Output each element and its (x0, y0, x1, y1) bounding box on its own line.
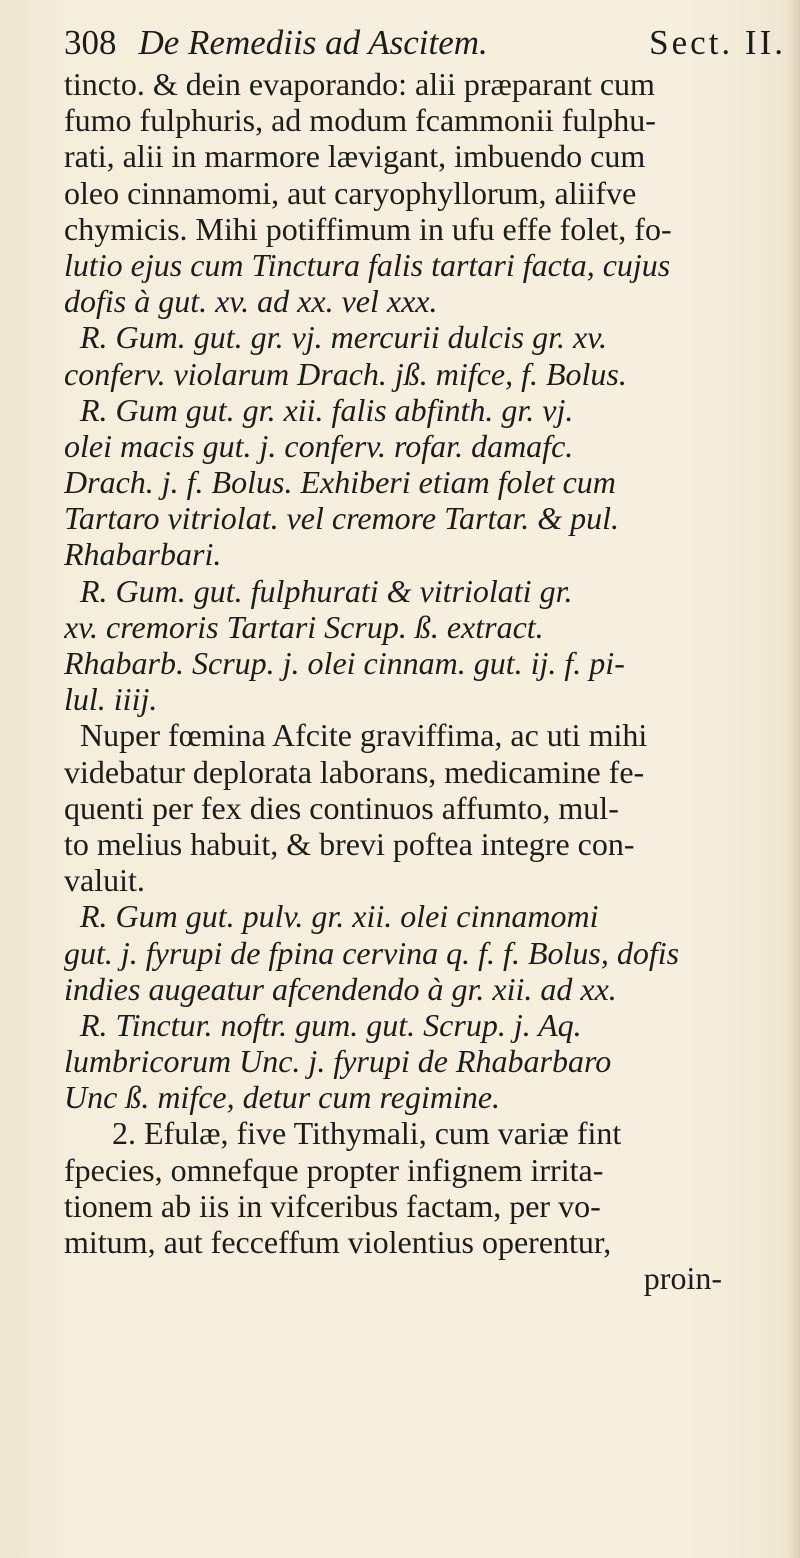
text-line: valuit. (64, 862, 145, 899)
text-line: R. Gum gut. pulv. gr. xii. olei cinnamomi (80, 898, 599, 935)
text-line: Unc ß. mifce, detur cum regimine. (64, 1079, 501, 1116)
running-header (64, 20, 794, 66)
text-line: Tartaro vitriolat. vel cremore Tartar. & pul. (64, 500, 620, 537)
text-line: mitum, aut fecceffum violentius operentur, (64, 1224, 612, 1260)
text-line: indies augeatur afcendendo à gr. xii. ad xx. (64, 970, 617, 1007)
text-line: gut. j. fyrupi de fpina cervina q. f. f. Bolus, dofis (64, 934, 680, 971)
text-line: videbatur deplorata laborans, medicamine fe- (64, 753, 645, 790)
text-line: R. Gum. gut. fulphurati & vitriolati gr. (80, 572, 573, 609)
text-line: fumo fulphuris, ad modum fcammonii fulphu- (64, 102, 656, 139)
text-line: quenti per fex dies continuos affumto, mul- (64, 789, 619, 826)
text-line: tionem ab iis in vifceribus factam, per vo- (64, 1187, 601, 1224)
text-line: olei macis gut. j. conferv. rofar. damafc. (64, 427, 574, 464)
text-line: to melius habuit, & brevi poftea integre con- (64, 825, 635, 862)
page-number: 308 (64, 23, 117, 62)
text-line: Rhabarb. Scrup. j. olei cinnam. gut. ij. f. pi- (64, 645, 625, 681)
text-line: lumbricorum Unc. j. fyrupi de Rhabarbaro (64, 1043, 612, 1080)
text-line: dofis à gut. xv. ad xx. vel xxx. (64, 283, 438, 320)
running-title: De Remediis ad Ascitem. (138, 23, 488, 62)
text-line: proin- (643, 1260, 722, 1297)
text-line: R. Gum. gut. gr. vj. mercurii dulcis gr. xv. (80, 319, 608, 356)
text-line: oleo cinnamomi, aut caryophyllorum, aliifve (64, 174, 637, 211)
text-line: fpecies, omnefque propter infignem irrita- (64, 1151, 604, 1188)
text-line: Rhabarbari. (64, 536, 222, 573)
body-text (64, 66, 794, 1296)
text-line: conferv. violarum Drach. jß. mifce, f. Bolus. (64, 355, 627, 392)
text-line: 2. Efulæ, five Tithymali, cum variæ fint (112, 1115, 622, 1152)
text-line: xv. cremoris Tartari Scrup. ß. extract. (64, 608, 544, 645)
text-line: chymicis. Mihi potiffimum in ufu effe folet, fo- (64, 210, 672, 247)
text-line: Drach. j. f. Bolus. Exhiberi etiam folet cum (64, 464, 616, 501)
text-line: R. Gum gut. gr. xii. falis abfinth. gr. vj. (80, 391, 574, 428)
text-line: R. Tinctur. noftr. gum. gut. Scrup. j. Aq. (80, 1006, 582, 1043)
text-line: lul. iiij. (64, 681, 158, 718)
text-line: rati, alii in marmore lævigant, imbuendo cum (64, 138, 646, 175)
text-line: lutio ejus cum Tinctura falis tartari facta, cujus (64, 246, 671, 283)
text-line: tincto. & dein evaporando: alii præparant cum (64, 66, 655, 102)
section-label: Sect. II. (649, 23, 786, 62)
text-line: Nuper fœmina Afcite graviffima, ac uti mihi (80, 717, 648, 754)
